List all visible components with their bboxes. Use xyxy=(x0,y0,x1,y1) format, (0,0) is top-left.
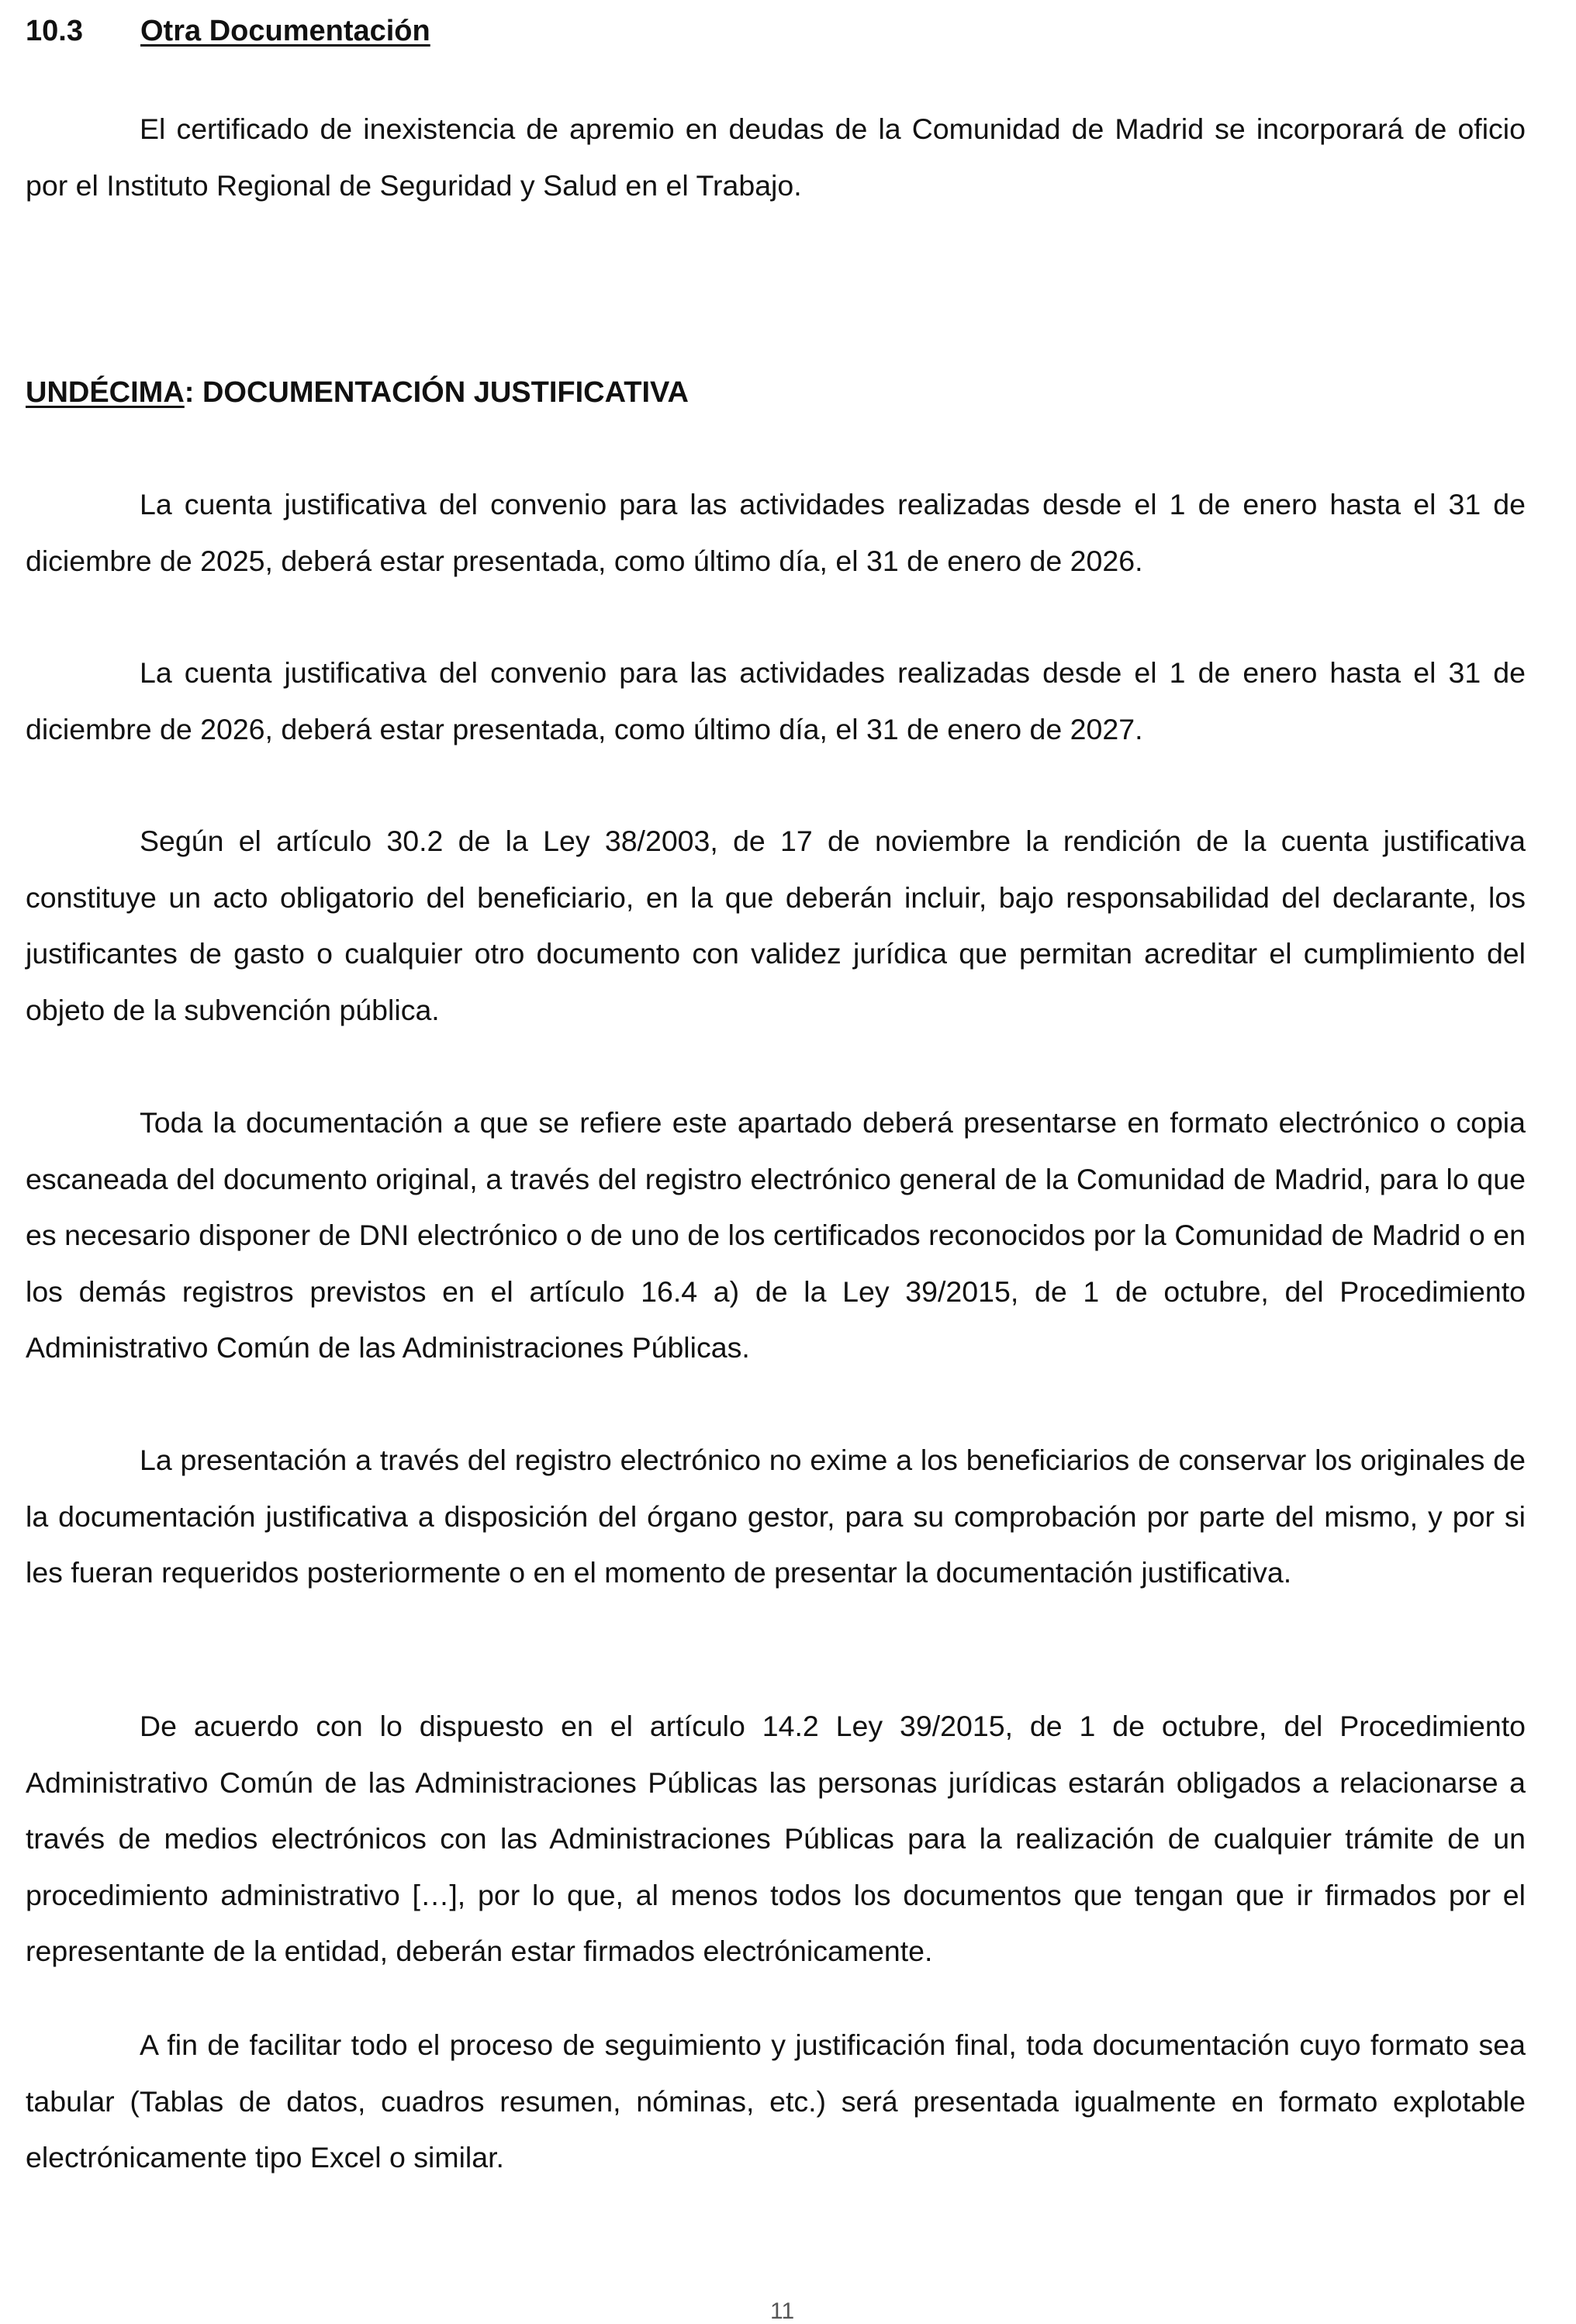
section-number: 10.3 xyxy=(26,15,83,47)
paragraph-registro-electronico: La presentación a través del registro electrónico no exime a los beneficiarios de conservar los originales de la documentación justificativa a disposición del órgano gestor, para su comprobación por parte del mismo, y por si les fueran requeridos posteriormente o en el momento de presentar la documentación justificativa. xyxy=(26,1444,1526,1589)
paragraph-cuenta-2026: La cuenta justificativa del convenio para las actividades realizadas desde el 1 de enero hasta el 31 de diciembre de 2026, deberá estar presentada, como último día, el 31 de enero de 2027. xyxy=(26,656,1526,745)
section-ordinal: UNDÉCIMA xyxy=(26,376,185,409)
section-10-3-heading xyxy=(26,14,430,48)
paragraph-articulo-30-2: Según el artículo 30.2 de la Ley 38/2003, de 17 de noviembre la rendición de la cuenta justificativa constituye un acto obligatorio del beneficiario, en la que deberán incluir, bajo responsabilidad del declarante, los justificantes de gasto o cualquier otro documento con validez jurídica que permitan acreditar el cumplimiento del objeto de la subvención pública. xyxy=(26,825,1526,1026)
paragraph-formato-tabular: A fin de facilitar todo el proceso de seguimiento y justificación final, toda documentación cuyo formato sea tabular (Tablas de datos, cuadros resumen, nóminas, etc.) será presentada igualmente en formato explotable electrónicamente tipo Excel o similar. xyxy=(26,2028,1526,2174)
paragraph-articulo-14-2: De acuerdo con lo dispuesto en el artículo 14.2 Ley 39/2015, de 1 de octubre, del Procedimiento Administrativo Común de las Administraciones Públicas las personas jurídicas estarán obligados a relacionarse a través de medios electrónicos con las Administraciones Públicas para la realización de cualquier trámite de un procedimiento administrativo […], por lo que, al menos todos los documentos que tengan que ir firmados por el representante de la entidad, deberán estar firmados electrónicamente. xyxy=(26,1710,1526,1968)
document-page xyxy=(26,0,1526,2324)
section-title: : DOCUMENTACIÓN JUSTIFICATIVA xyxy=(184,376,689,409)
section-title: Otra Documentación xyxy=(140,15,430,47)
paragraph-cuenta-2025: La cuenta justificativa del convenio para las actividades realizadas desde el 1 de enero hasta el 31 de diciembre de 2025, deberá estar presentada, como último día, el 31 de enero de 2026. xyxy=(26,488,1526,577)
section-undecima-heading xyxy=(26,375,689,410)
paragraph-otra-documentacion: El certificado de inexistencia de apremio en deudas de la Comunidad de Madrid se incorporará de oficio por el Instituto Regional de Seguridad y Salud en el Trabajo. xyxy=(26,112,1526,202)
page-number: 11 xyxy=(770,2298,795,2324)
paragraph-formato-electronico: Toda la documentación a que se refiere este apartado deberá presentarse en formato electrónico o copia escaneada del documento original, a través del registro electrónico general de la Comunidad de Madrid, para lo que es necesario disponer de DNI electrónico o de uno de los certificados reconocidos por la Comunidad de Madrid o en los demás registros previstos en el artículo 16.4 a) de la Ley 39/2015, de 1 de octubre, del Procedimiento Administrativo Común de las Administraciones Públicas. xyxy=(26,1106,1526,1364)
